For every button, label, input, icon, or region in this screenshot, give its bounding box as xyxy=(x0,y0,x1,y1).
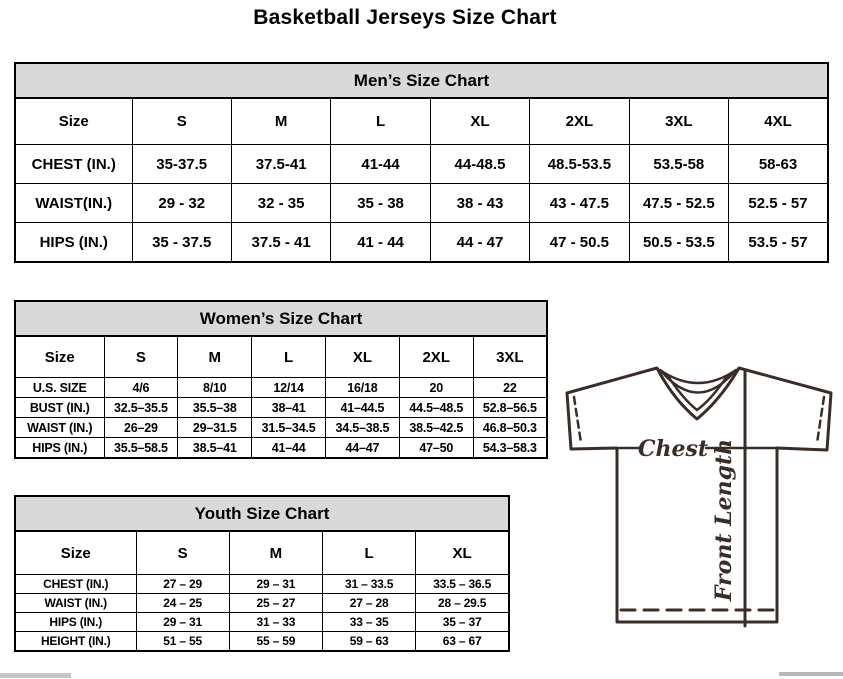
table-cell: 35 - 37.5 xyxy=(132,223,231,263)
table-cell: 53.5 - 57 xyxy=(729,223,828,263)
table-cell: 20 xyxy=(399,378,473,398)
table-cell: 35-37.5 xyxy=(132,145,231,184)
table-cell: 44–47 xyxy=(325,438,399,459)
column-header: XL xyxy=(430,98,529,145)
table-cell: 16/18 xyxy=(325,378,399,398)
table-row xyxy=(15,531,509,575)
mens-size-table xyxy=(14,62,829,263)
table-cell: 35 - 38 xyxy=(331,184,430,223)
column-header: M xyxy=(231,98,330,145)
row-label: BUST (IN.) xyxy=(15,398,104,418)
column-header: Size xyxy=(15,531,136,575)
table-cell: 38.5–42.5 xyxy=(399,418,473,438)
womens-table-title: Women’s Size Chart xyxy=(15,301,547,336)
table-cell: 29 – 31 xyxy=(229,575,322,594)
table-cell: 38.5–41 xyxy=(178,438,252,459)
table-cell: 38–41 xyxy=(252,398,326,418)
table-cell: 44-48.5 xyxy=(430,145,529,184)
table-cell: 46.8–50.3 xyxy=(473,418,547,438)
row-label: HEIGHT (IN.) xyxy=(15,632,136,652)
womens-size-table xyxy=(14,300,548,459)
table-cell: 54.3–58.3 xyxy=(473,438,547,459)
left-sleeve-cuff-dashes xyxy=(574,397,581,443)
row-label: HIPS (IN.) xyxy=(15,223,132,263)
table-cell: 38 - 43 xyxy=(430,184,529,223)
table-row xyxy=(15,398,547,418)
table-cell: 35 – 37 xyxy=(416,613,509,632)
table-cell: 29 – 31 xyxy=(136,613,229,632)
table-cell: 35.5–58.5 xyxy=(104,438,178,459)
table-cell: 63 – 67 xyxy=(416,632,509,652)
table-cell: 32.5–35.5 xyxy=(104,398,178,418)
column-header: M xyxy=(178,336,252,378)
table-cell: 33.5 – 36.5 xyxy=(416,575,509,594)
column-header: L xyxy=(323,531,416,575)
row-label: WAIST(IN.) xyxy=(15,184,132,223)
table-cell: 52.8–56.5 xyxy=(473,398,547,418)
column-header: 2XL xyxy=(399,336,473,378)
table-row xyxy=(15,63,828,98)
table-cell: 27 – 28 xyxy=(323,594,416,613)
table-cell: 37.5-41 xyxy=(231,145,330,184)
table-cell: 59 – 63 xyxy=(323,632,416,652)
table-cell: 47 - 50.5 xyxy=(530,223,629,263)
column-header: M xyxy=(229,531,322,575)
table-cell: 37.5 - 41 xyxy=(231,223,330,263)
table-row xyxy=(15,575,509,594)
column-header: Size xyxy=(15,336,104,378)
mens-table-title: Men’s Size Chart xyxy=(15,63,828,98)
row-label: WAIST (IN.) xyxy=(15,418,104,438)
table-cell: 29–31.5 xyxy=(178,418,252,438)
jersey-measurement-diagram xyxy=(555,355,843,645)
column-header: Size xyxy=(15,98,132,145)
table-cell: 8/10 xyxy=(178,378,252,398)
horizontal-scrollbar-fragment-right[interactable] xyxy=(779,672,843,676)
table-cell: 41–44.5 xyxy=(325,398,399,418)
table-cell: 12/14 xyxy=(252,378,326,398)
table-row xyxy=(15,496,509,531)
column-header: L xyxy=(331,98,430,145)
table-cell: 44.5–48.5 xyxy=(399,398,473,418)
table-row xyxy=(15,632,509,652)
table-cell: 44 - 47 xyxy=(430,223,529,263)
table-cell: 28 – 29.5 xyxy=(416,594,509,613)
table-cell: 41–44 xyxy=(252,438,326,459)
table-cell: 35.5–38 xyxy=(178,398,252,418)
table-row xyxy=(15,145,828,184)
table-cell: 53.5-58 xyxy=(629,145,728,184)
table-cell: 50.5 - 53.5 xyxy=(629,223,728,263)
table-row xyxy=(15,438,547,459)
right-sleeve-cuff-dashes xyxy=(817,397,824,443)
table-cell: 43 - 47.5 xyxy=(530,184,629,223)
table-cell: 52.5 - 57 xyxy=(729,184,828,223)
table-cell: 24 – 25 xyxy=(136,594,229,613)
table-cell: 25 – 27 xyxy=(229,594,322,613)
column-header: S xyxy=(132,98,231,145)
table-cell: 31 – 33 xyxy=(229,613,322,632)
table-cell: 32 - 35 xyxy=(231,184,330,223)
table-row xyxy=(15,613,509,632)
table-cell: 22 xyxy=(473,378,547,398)
table-row xyxy=(15,594,509,613)
table-cell: 47–50 xyxy=(399,438,473,459)
table-row xyxy=(15,301,547,336)
table-cell: 48.5-53.5 xyxy=(530,145,629,184)
table-cell: 47.5 - 52.5 xyxy=(629,184,728,223)
youth-size-table xyxy=(14,495,510,652)
page-title: Basketball Jerseys Size Chart xyxy=(253,6,557,29)
horizontal-scrollbar-fragment-left[interactable] xyxy=(0,673,71,678)
table-row xyxy=(15,98,828,145)
row-label: CHEST (IN.) xyxy=(15,575,136,594)
row-label: WAIST (IN.) xyxy=(15,594,136,613)
table-row xyxy=(15,418,547,438)
column-header: S xyxy=(136,531,229,575)
table-cell: 27 – 29 xyxy=(136,575,229,594)
table-cell: 31.5–34.5 xyxy=(252,418,326,438)
row-label: CHEST (IN.) xyxy=(15,145,132,184)
table-cell: 33 – 35 xyxy=(323,613,416,632)
table-cell: 58-63 xyxy=(729,145,828,184)
table-cell: 55 – 59 xyxy=(229,632,322,652)
table-cell: 41 - 44 xyxy=(331,223,430,263)
chest-label: Chest xyxy=(637,436,709,462)
column-header: XL xyxy=(325,336,399,378)
column-header: L xyxy=(252,336,326,378)
row-label: U.S. SIZE xyxy=(15,378,104,398)
table-cell: 29 - 32 xyxy=(132,184,231,223)
table-cell: 4/6 xyxy=(104,378,178,398)
column-header: S xyxy=(104,336,178,378)
table-cell: 51 – 55 xyxy=(136,632,229,652)
table-row xyxy=(15,223,828,263)
row-label: HIPS (IN.) xyxy=(15,613,136,632)
column-header: 4XL xyxy=(729,98,828,145)
jersey-outline xyxy=(567,368,831,622)
table-cell: 41-44 xyxy=(331,145,430,184)
front-length-label: Front Length xyxy=(711,438,737,602)
column-header: 3XL xyxy=(629,98,728,145)
table-cell: 26–29 xyxy=(104,418,178,438)
table-row xyxy=(15,184,828,223)
youth-table-title: Youth Size Chart xyxy=(15,496,509,531)
column-header: 2XL xyxy=(530,98,629,145)
table-row xyxy=(15,378,547,398)
table-cell: 34.5–38.5 xyxy=(325,418,399,438)
table-row xyxy=(15,336,547,378)
column-header: XL xyxy=(416,531,509,575)
row-label: HIPS (IN.) xyxy=(15,438,104,459)
table-cell: 31 – 33.5 xyxy=(323,575,416,594)
column-header: 3XL xyxy=(473,336,547,378)
